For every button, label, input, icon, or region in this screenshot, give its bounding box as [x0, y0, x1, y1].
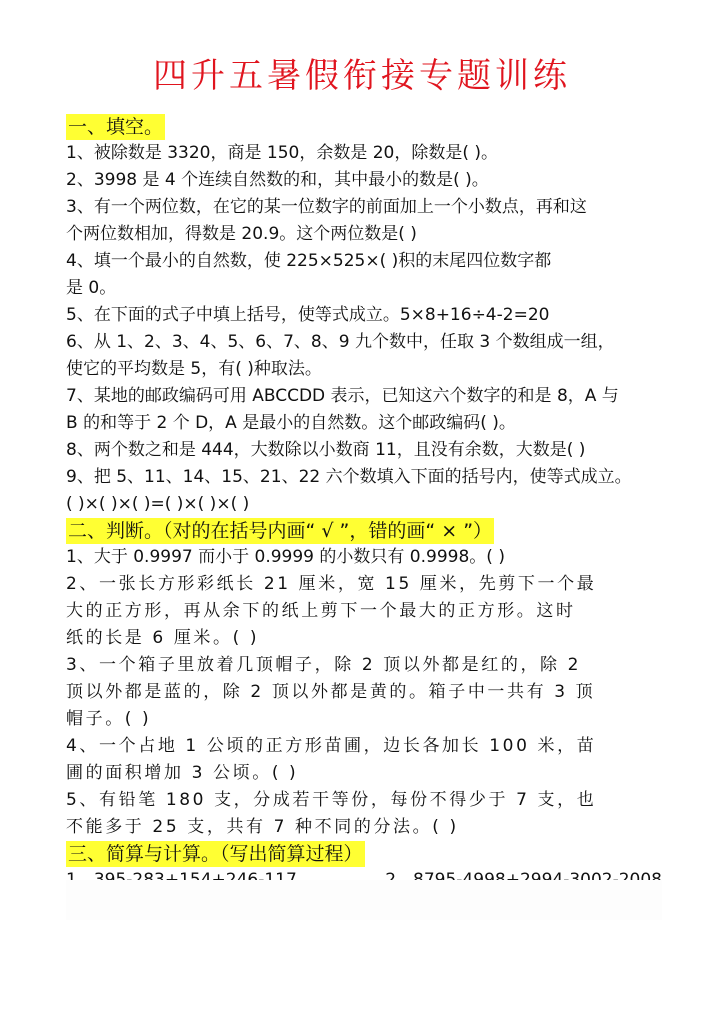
question-line: 顶以外都是蓝的，除 2 顶以外都是黄的。箱子中一共有 3 顶 — [66, 682, 596, 702]
question-line: ( )×( )×( )=( )×( )×( ) — [66, 494, 250, 514]
question-line: 帽子。( ) — [66, 709, 152, 729]
question-line: 6、从 1、2、3、4、5、6、7、8、9 九个数中，任取 3 个数组成一组， — [66, 332, 615, 352]
question-line: 1、被除数是 3320，商是 150，余数是 20，除数是( )。 — [66, 143, 499, 163]
question-line: 2、一张长方形彩纸长 21 厘米，宽 15 厘米，先剪下一个最 — [66, 574, 597, 594]
question-line: 7、某地的邮政编码可用 ABCCDD 表示，已知这六个数字的和是 8，A 与 — [66, 386, 619, 406]
question-line: 纸的长是 6 厘米。( ) — [66, 628, 260, 648]
question-line: 4、一个占地 1 公顷的正方形苗圃，边长各加长 100 米，苗 — [66, 736, 597, 756]
section-heading-calculation: 三、简算与计算。（写出简算过程） — [68, 843, 363, 865]
question-line: 使它的平均数是 5，有( )种取法。 — [66, 359, 322, 379]
question-line: 5、在下面的式子中填上括号，使等式成立。5×8+16÷4-2=20 — [66, 305, 550, 325]
question-line: 3、有一个两位数，在它的某一位数字的前面加上一个小数点，再和这 — [66, 197, 587, 217]
question-line: 圃的面积增加 3 公顷。( ) — [66, 763, 299, 783]
question-line: 5、有铅笔 180 支，分成若干等份，每份不得少于 7 支，也 — [66, 790, 597, 810]
question-line: 3、一个箱子里放着几顶帽子，除 2 顶以外都是红的，除 2 — [66, 655, 582, 675]
question-line: 4、填一个最小的自然数，使 225×525×( )积的末尾四位数字都 — [66, 251, 552, 271]
worksheet-body — [66, 110, 662, 894]
question-line: 9、把 5、11、14、15、21、22 六个数填入下面的括号内，使等式成立。 — [66, 467, 632, 487]
section-heading-fill-blank: 一、填空。 — [68, 116, 164, 138]
question-line: 8、两个数之和是 444，大数除以小数商 11，且没有余数，大数是( ) — [66, 440, 586, 460]
blank-work-area — [66, 880, 662, 920]
question-line: 个两位数相加，得数是 20.9。这个两位数是( ) — [66, 224, 417, 244]
question-line: 不能多于 25 支，共有 7 种不同的分法。( ) — [66, 817, 459, 837]
question-line: 1、大于 0.9997 而小于 0.9999 的小数只有 0.9998。( ) — [66, 547, 505, 567]
question-line: B 的和等于 2 个 D，A 是最小的自然数。这个邮政编码( )。 — [66, 413, 516, 433]
section-heading-true-false: 二、判断。（对的在括号内画“ √ ”，错的画“ × ”） — [68, 520, 493, 542]
question-line: 是 0。 — [66, 278, 117, 298]
question-line: 2、3998 是 4 个连续自然数的和，其中最小的数是( )。 — [66, 170, 489, 190]
question-line: 大的正方形，再从余下的纸上剪下一个最大的正方形。这时 — [66, 601, 576, 621]
worksheet-title: 四升五暑假衔接专题训练 — [153, 56, 571, 96]
